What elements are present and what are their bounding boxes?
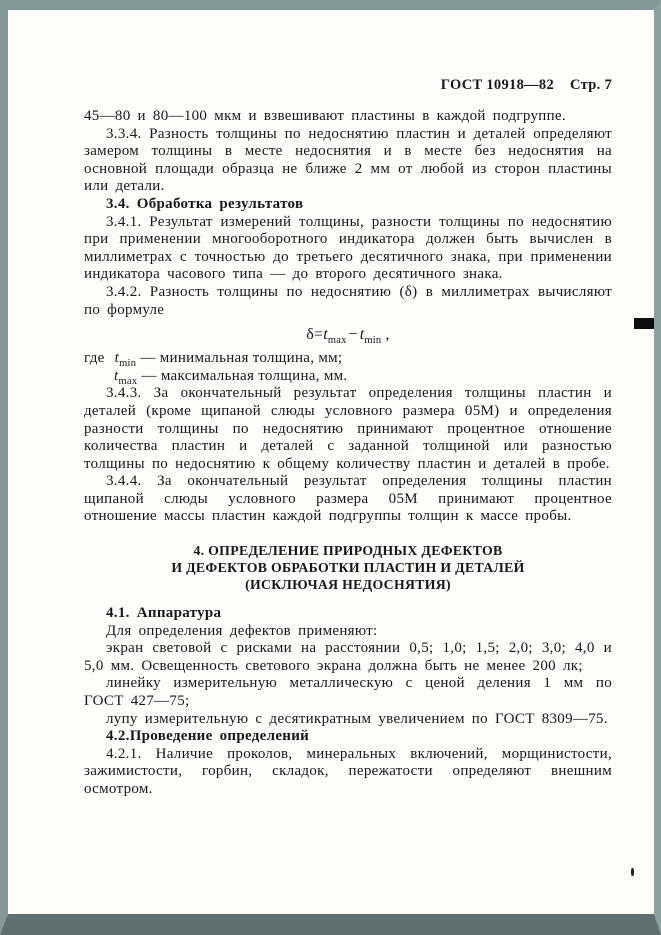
page-content: [8, 10, 654, 799]
paragraph-4-1-item-loupe: лупу измерительную с десятикратным увеличением по ГОСТ 8309—75.: [106, 710, 608, 727]
paragraph-3-3-4: 3.3.4. Разность толщины по недоснятию пластин и деталей определяют замером толщины в месте недоснятия и в месте без недоснятия на основной площади образца не ближе 2 мм от любой из сторон пластины или детали.: [84, 125, 612, 195]
legend-desc-max: — максимальная толщина, мм.: [137, 367, 348, 384]
paragraph-3-4-4: 3.4.4. За окончательный результат определения толщины пластин щипаной слюды условного размера 05М принимают процентное отношение массы пластин каждой подгруппы толщин к массе пробы.: [84, 473, 612, 525]
paragraph-3-4-1: 3.4.1. Результат измерений толщины, разности толщины по недоснятию при применении многооборотного индикатора должен быть вычислен в миллиметрах с точностью до третьего десятичного знака, при применении индикатора часового типа — до второго десятичного знака.: [84, 213, 612, 283]
doc-reference: ГОСТ 10918—82: [440, 77, 555, 93]
formula-legend: [84, 350, 612, 385]
right-margin-mark: [634, 318, 661, 329]
formula-var-t-min: t: [359, 326, 365, 344]
paragraph-4-1-item-screen: экран световой с рисками на расстоянии 0,5; 1,0; 1,5; 2,0; 3,0; 4,0 и 5,0 мм. Освещенность светового экрана должна быть не менее 200 лк;: [84, 640, 612, 674]
paragraph-3-4-3: 3.4.3. За окончательный результат определения толщины пластин и деталей (кроме щипаной слюды условного размера 05М) и определения разности толщины по недоснятию принимают процентное отношение количества пластин и деталей с заданной толщиной или разностью толщины по недоснятию к общему количеству пластин и деталей в пробе.: [84, 385, 612, 472]
heading-4-2: 4.2.Проведение определений: [106, 728, 310, 745]
paragraph-continuation: 45—80 и 80—100 мкм и взвешивают пластины в каждой подгруппе.: [84, 108, 566, 124]
formula-minus-sign: −: [348, 326, 358, 344]
legend-var-t-min: t: [114, 350, 120, 367]
paragraph-4-1-item-ruler: линейку измерительную металлическую с ценой деления 1 мм по ГОСТ 427—75;: [84, 675, 612, 710]
formula-lhs: δ=: [306, 326, 324, 344]
formula-delta: [84, 325, 612, 345]
legend-sub-max: max: [118, 375, 138, 387]
legend-sub-min: min: [119, 358, 137, 370]
section-4-heading-line2: И ДЕФЕКТОВ ОБРАБОТКИ ПЛАСТИН И ДЕТАЛЕЙ: [171, 560, 525, 576]
legend-var-t-max: t: [114, 367, 119, 384]
paragraph-3-4-2: 3.4.2. Разность толщины по недоснятию (δ) в миллиметрах вычисляют по формуле: [84, 283, 612, 318]
paragraph-4-1-intro: Для определения дефектов применяют:: [106, 622, 378, 639]
formula-comma: ,: [381, 326, 390, 344]
legend-line-t-min: [84, 350, 612, 368]
page-header: [84, 76, 612, 94]
section-4-heading-line1: 4. ОПРЕДЕЛЕНИЕ ПРИРОДНЫХ ДЕФЕКТОВ: [193, 543, 503, 559]
legend-desc-min: — минимальная толщина, мм;: [136, 350, 343, 367]
section-4-heading-line3: (ИСКЛЮЧАЯ НЕДОСНЯТИЯ): [245, 577, 451, 593]
heading-4-1: 4.1. Аппаратура: [106, 605, 222, 622]
formula-var-t-max: t: [323, 326, 328, 344]
legend-line-t-max: [114, 368, 612, 386]
section-4-heading: [84, 542, 612, 593]
formula-sub-max: max: [327, 335, 347, 347]
page-number: Стр. 7: [570, 77, 612, 93]
formula-sub-min: min: [364, 335, 382, 347]
heading-3-4: 3.4. Обработка результатов: [106, 195, 304, 212]
scan-artifact: [631, 868, 634, 876]
legend-where-word: где: [84, 350, 105, 367]
paragraph-4-2-1: 4.2.1. Наличие проколов, минеральных включений, морщинистости, зажимистости, горбин, складок, пережатости определяют внешним осмотром.: [84, 745, 612, 797]
